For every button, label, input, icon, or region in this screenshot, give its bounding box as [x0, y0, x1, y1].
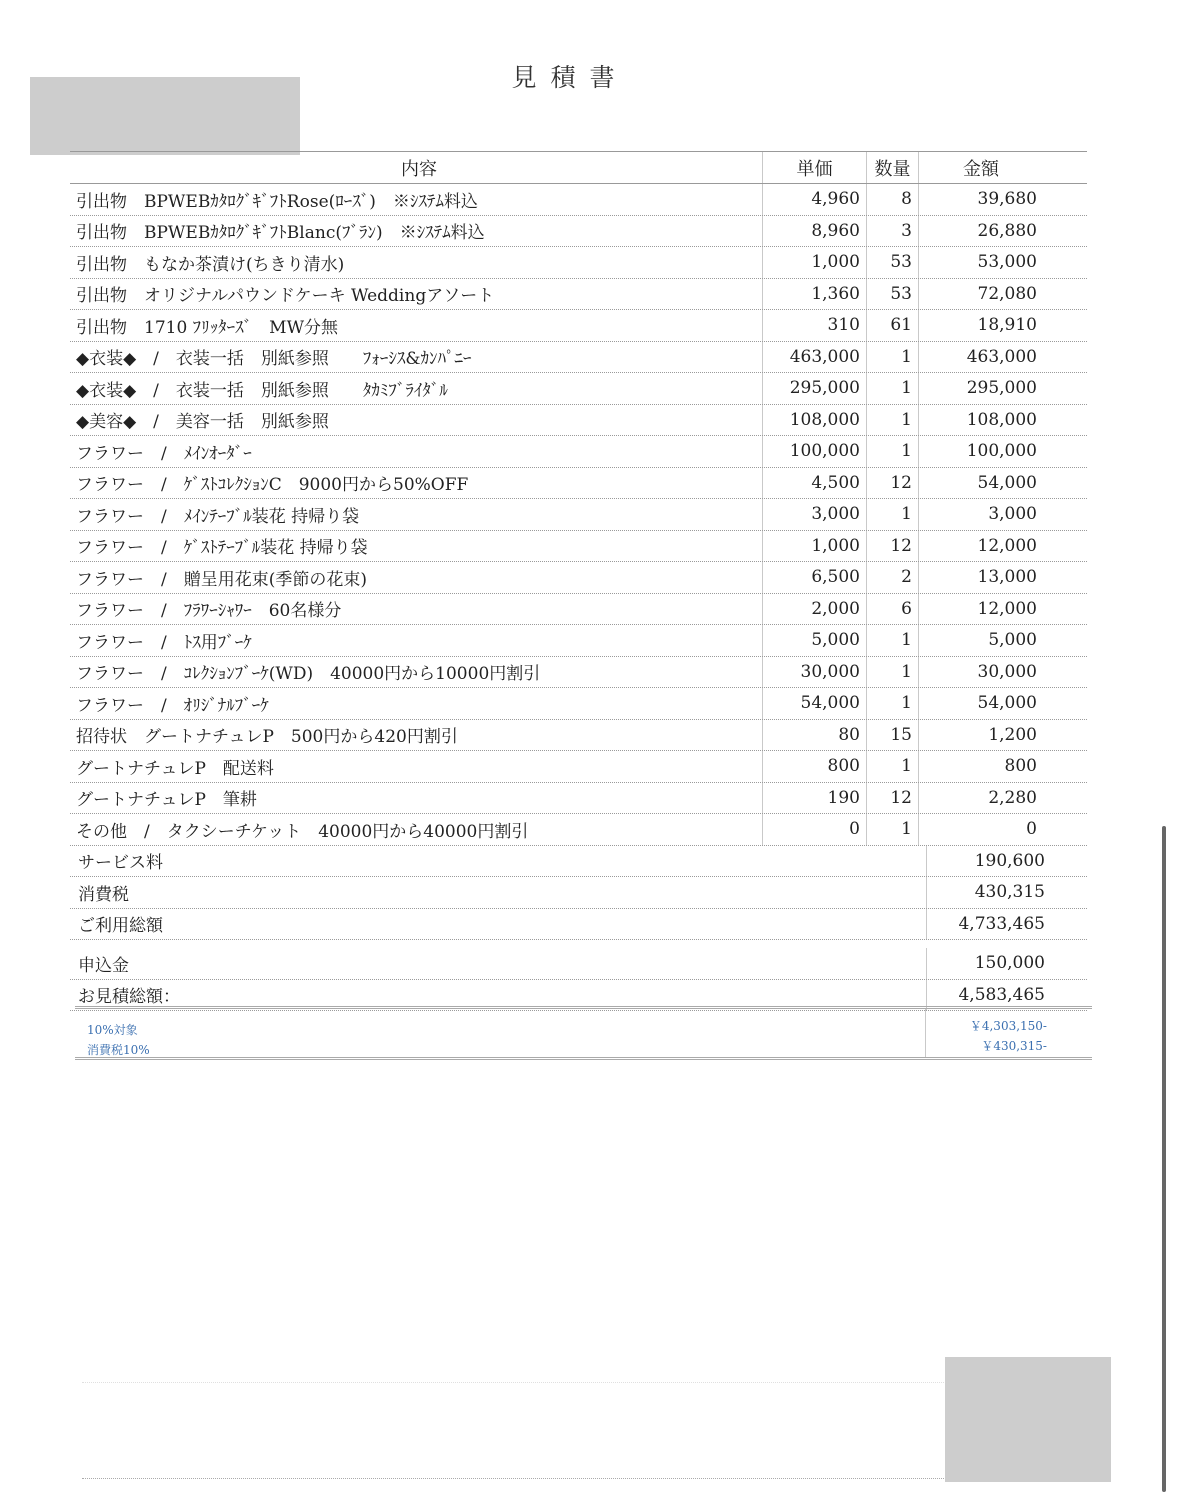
item-price: 3,000 — [762, 499, 866, 530]
table-row — [70, 405, 1087, 437]
item-amount: 5,000 — [918, 625, 1043, 656]
item-qty: 3 — [866, 216, 918, 247]
table-row — [70, 720, 1087, 752]
item-desc: フラワー / ﾌﾗﾜｰｼｬﾜｰ 60名様分 — [76, 601, 342, 622]
item-price: 1,000 — [762, 247, 866, 278]
document-title: 見積書 — [511, 63, 629, 92]
table-row — [70, 342, 1087, 374]
item-desc: ◆衣装◆ / 衣装一括 別紙参照 ﾌｫｰｼｽ&ｶﾝﾊﾟﾆｰ — [76, 349, 472, 370]
item-amount: 0 — [918, 814, 1043, 845]
item-price: 800 — [762, 751, 866, 782]
item-qty: 12 — [866, 783, 918, 814]
item-desc: グートナチュレP 筆耕 — [76, 790, 257, 811]
item-price: 310 — [762, 310, 866, 341]
faint-rule — [82, 1382, 944, 1383]
item-qty: 53 — [866, 279, 918, 310]
summary-row-tax — [70, 877, 1087, 909]
estimate-table — [70, 152, 1087, 1011]
table-row — [70, 184, 1087, 216]
table-row — [70, 247, 1087, 279]
item-amount: 18,910 — [918, 310, 1043, 341]
table-row — [70, 814, 1087, 846]
table-row — [70, 688, 1087, 720]
item-qty: 6 — [866, 594, 918, 625]
item-qty: 1 — [866, 405, 918, 436]
table-row — [70, 751, 1087, 783]
item-price: 4,960 — [762, 184, 866, 215]
item-qty: 1 — [866, 342, 918, 373]
tax-label-taxable: 10%対象 — [87, 1023, 138, 1037]
item-amount: 12,000 — [918, 594, 1043, 625]
item-amount: 108,000 — [918, 405, 1043, 436]
item-qty: 12 — [866, 531, 918, 562]
item-amount: 39,680 — [918, 184, 1043, 215]
item-qty: 1 — [866, 814, 918, 845]
table-row — [70, 562, 1087, 594]
item-price: 1,000 — [762, 531, 866, 562]
item-qty: 1 — [866, 373, 918, 404]
item-amount: 13,000 — [918, 562, 1043, 593]
table-row — [70, 594, 1087, 626]
item-amount: 30,000 — [918, 657, 1043, 688]
item-price: 295,000 — [762, 373, 866, 404]
item-desc: フラワー / ｺﾚｸｼｮﾝﾌﾞｰｹ(WD) 40000円から10000円割引 — [76, 664, 541, 685]
redacted-block-top — [30, 77, 300, 155]
header-qty: 数量 — [866, 152, 918, 183]
item-amount: 54,000 — [918, 688, 1043, 719]
summary-row-service — [70, 846, 1087, 878]
item-qty: 1 — [866, 499, 918, 530]
item-amount: 100,000 — [918, 436, 1043, 467]
item-desc: フラワー / ｵﾘｼﾞﾅﾙﾌﾞｰｹ — [76, 695, 269, 716]
item-amount: 53,000 — [918, 247, 1043, 278]
tax-value-rate: ￥430,315- — [981, 1039, 1047, 1053]
table-header — [70, 152, 1087, 184]
table-row — [70, 531, 1087, 563]
summary-value: 150,000 — [926, 948, 1051, 979]
header-price: 単価 — [762, 152, 866, 183]
item-qty: 1 — [866, 625, 918, 656]
item-price: 108,000 — [762, 405, 866, 436]
item-price: 80 — [762, 720, 866, 751]
redacted-block-bottom — [945, 1357, 1111, 1482]
item-amount: 463,000 — [918, 342, 1043, 373]
item-desc: フラワー / 贈呈用花束(季節の花束) — [76, 569, 367, 590]
item-price: 54,000 — [762, 688, 866, 719]
item-price: 190 — [762, 783, 866, 814]
table-row — [70, 468, 1087, 500]
item-price: 4,500 — [762, 468, 866, 499]
item-qty: 15 — [866, 720, 918, 751]
table-row — [70, 373, 1087, 405]
item-price: 0 — [762, 814, 866, 845]
table-row — [70, 310, 1087, 342]
tax-value-taxable: ￥4,303,150- — [969, 1019, 1047, 1033]
item-amount: 12,000 — [918, 531, 1043, 562]
tax-divider — [925, 1009, 926, 1057]
tax-breakdown — [75, 1006, 1092, 1060]
item-desc: フラワー / ｹﾞｽﾄｺﾚｸｼｮﾝC 9000円から50%OFF — [76, 475, 469, 496]
item-desc: フラワー / ﾒｲﾝｵｰﾀﾞｰ — [76, 443, 252, 464]
bottom-rule — [82, 1478, 944, 1479]
header-desc: 内容 — [401, 158, 437, 180]
table-row — [70, 279, 1087, 311]
item-qty: 1 — [866, 751, 918, 782]
summary-value: 190,600 — [926, 846, 1051, 877]
header-amount: 金額 — [918, 152, 1043, 183]
table-row — [70, 499, 1087, 531]
item-desc: 引出物 BPWEBｶﾀﾛｸﾞｷﾞﾌﾄRose(ﾛｰｽﾞ) ※ｼｽﾃﾑ料込 — [76, 191, 478, 212]
summary-label: お見積総額： — [78, 987, 180, 1008]
item-amount: 3,000 — [918, 499, 1043, 530]
table-row — [70, 783, 1087, 815]
item-qty: 12 — [866, 468, 918, 499]
item-price: 2,000 — [762, 594, 866, 625]
item-desc: フラワー / ｹﾞｽﾄﾃｰﾌﾞﾙ装花 持帰り袋 — [76, 538, 368, 559]
item-desc: 引出物 BPWEBｶﾀﾛｸﾞｷﾞﾌﾄBlanc(ﾌﾞﾗﾝ) ※ｼｽﾃﾑ料込 — [76, 223, 485, 244]
item-price: 5,000 — [762, 625, 866, 656]
summary-section — [70, 846, 1087, 1012]
item-price: 30,000 — [762, 657, 866, 688]
scrollbar[interactable] — [1162, 826, 1166, 1492]
item-price: 463,000 — [762, 342, 866, 373]
table-row — [70, 436, 1087, 468]
item-desc: 引出物 もなか茶漬け(ちきり清水) — [76, 254, 345, 275]
item-amount: 800 — [918, 751, 1043, 782]
item-desc: 引出物 1710 ﾌﾘｯﾀｰｽﾞ MW分無 — [76, 317, 339, 338]
item-desc: 招待状 グートナチュレP 500円から420円割引 — [76, 727, 458, 748]
item-desc: その他 / タクシーチケット 40000円から40000円割引 — [76, 821, 529, 842]
summary-value: 4,733,465 — [926, 909, 1051, 940]
summary-value: 430,315 — [926, 877, 1051, 908]
item-qty: 2 — [866, 562, 918, 593]
summary-label: サービス料 — [78, 853, 163, 874]
item-price: 100,000 — [762, 436, 866, 467]
item-amount: 1,200 — [918, 720, 1043, 751]
item-amount: 72,080 — [918, 279, 1043, 310]
item-desc: ◆美容◆ / 美容一括 別紙参照 — [76, 412, 329, 433]
summary-label: ご利用総額 — [78, 916, 163, 937]
item-desc: フラワー / ﾒｲﾝﾃｰﾌﾞﾙ装花 持帰り袋 — [76, 506, 360, 527]
summary-value: 4,583,465 — [926, 980, 1051, 1011]
item-desc: フラワー / ﾄｽ用ﾌﾞｰｹ — [76, 632, 252, 653]
table-row — [70, 657, 1087, 689]
item-desc: 引出物 オリジナルパウンドケーキ Weddingアソート — [76, 286, 495, 307]
item-amount: 54,000 — [918, 468, 1043, 499]
item-qty: 8 — [866, 184, 918, 215]
item-price: 8,960 — [762, 216, 866, 247]
summary-label: 申込金 — [78, 955, 129, 976]
table-row — [70, 216, 1087, 248]
item-qty: 53 — [866, 247, 918, 278]
item-amount: 2,280 — [918, 783, 1043, 814]
item-desc: グートナチュレP 配送料 — [76, 758, 274, 779]
item-amount: 26,880 — [918, 216, 1043, 247]
item-qty: 1 — [866, 657, 918, 688]
summary-label: 消費税 — [78, 884, 129, 905]
item-qty: 1 — [866, 688, 918, 719]
item-desc: ◆衣装◆ / 衣装一括 別紙参照 ﾀｶﾐﾌﾞﾗｲﾀﾞﾙ — [76, 380, 448, 401]
line-items — [70, 184, 1087, 846]
item-price: 6,500 — [762, 562, 866, 593]
item-qty: 1 — [866, 436, 918, 467]
table-row — [70, 625, 1087, 657]
summary-row-deposit — [70, 948, 1087, 980]
summary-row-total-usage — [70, 909, 1087, 941]
item-qty: 61 — [866, 310, 918, 341]
item-price: 1,360 — [762, 279, 866, 310]
tax-label-rate: 消費税10% — [87, 1043, 150, 1057]
item-amount: 295,000 — [918, 373, 1043, 404]
